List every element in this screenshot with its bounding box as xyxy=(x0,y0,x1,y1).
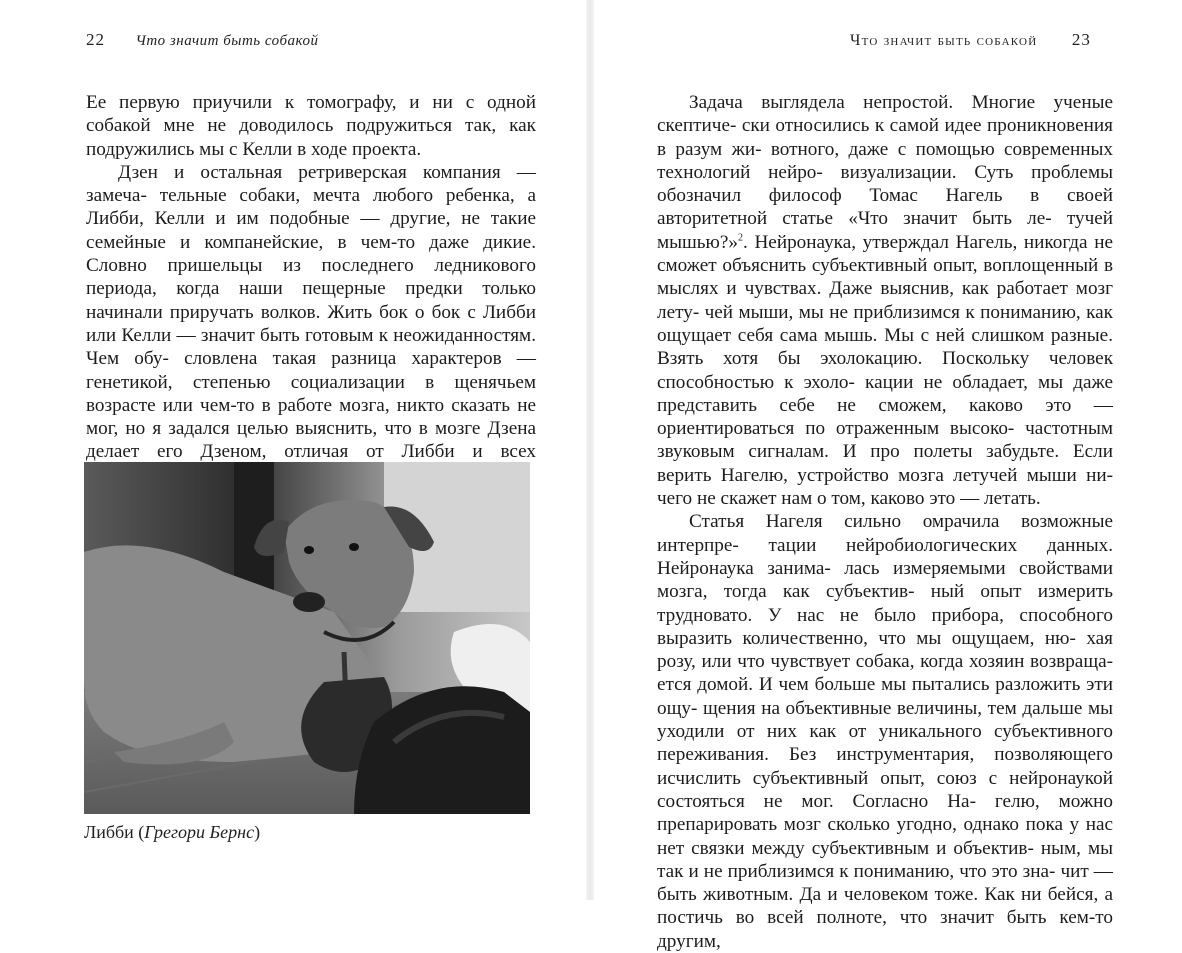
text-line: хая розу, или что чувствует собака, когда хозяин возвраща- xyxy=(657,627,1114,673)
text-line: словлена такая разница характеров — генетикой, степенью xyxy=(86,348,536,393)
text-line: . Нейронаука, утверждал Нагель, никогда xyxy=(743,231,1088,253)
text-line: визуализации. Суть проблемы обозначил философ Томас xyxy=(657,161,1113,207)
text-line: инструментария, позволяющего исчислить субъективный xyxy=(657,744,1114,789)
right-paragraph-2 xyxy=(657,510,1113,953)
caption-credit: Грегори Бернс xyxy=(144,822,255,842)
text-line: что в мозге Дзена делает его Дзеном, отличая от Либби xyxy=(86,418,536,463)
text-line: мозга, никто сказать не мог, но я задался целью выяснить, xyxy=(86,394,537,440)
text-line: ным, мы так и не приблизимся к пониманию, что это зна- xyxy=(657,837,1113,882)
text-line: чей мыши, мы не приблизимся к пониманию, как ощущает xyxy=(657,301,1113,346)
text-line: ски относились к самой идее проникновения в разум жи- xyxy=(657,115,1113,160)
text-line: Если верить Нагелю, устройство мозга летучей мыши ни- xyxy=(657,441,1114,486)
text-line: а постичь во всей полноте, что значит быть кем-то другим, xyxy=(657,884,1114,952)
left-page-number: 22 xyxy=(86,30,105,49)
text-line: Дзен и остальная ретриверская компания — замеча- xyxy=(86,161,536,207)
text-line: Келли — значит быть готовым к неожиданностям. Чем обу- xyxy=(86,324,536,370)
text-line: эхолокацию. Поскольку человек способностью к эхоло- xyxy=(657,348,1114,393)
text-line: тельные собаки, мечта любого ребенка, а Либби, Келли и им xyxy=(86,185,537,230)
text-line: опыт, союз с нейронаукой состояться не мог. Согласно На- xyxy=(657,767,1114,812)
text-line: Задача выглядела непростой. Многие ученые скептиче- xyxy=(657,92,1113,137)
text-line: начинали приручать волков. Жить бок о бок с Либби или xyxy=(86,301,536,346)
right-running-header xyxy=(850,30,1091,50)
right-paragraph-1 xyxy=(657,91,1113,510)
left-paragraph-1 xyxy=(86,91,536,161)
text-line: в мыслях и чувствах. Даже выяснив, как работает мозг лету- xyxy=(657,255,1114,323)
text-line: чит — быть животным. Да и человеком тоже. Как ни бейся, xyxy=(657,860,1113,906)
text-line: ется домой. И чем больше мы пытались разложить эти ощу- xyxy=(657,674,1113,719)
left-page xyxy=(0,0,590,900)
left-running-title: Что значит быть собакой xyxy=(135,33,319,49)
text-line: ный опыт измерить трудновато. У нас не было прибора, xyxy=(657,581,1113,626)
text-line: в чем-то даже дикие. Словно пришельцы из последнего xyxy=(86,231,536,277)
right-page-number: 23 xyxy=(1071,30,1091,49)
text-line: вотного, даже с помощью современных технологий нейро- xyxy=(657,138,1113,183)
text-line: от них как от уникального субъективного переживания. Без xyxy=(657,721,1114,766)
text-line: и всех xyxy=(472,441,537,463)
dog-photo-illustration xyxy=(84,462,530,814)
text-line: пока у нас нет связки между субъективным и объектив- xyxy=(657,814,1114,859)
text-line: тучей мышью?» xyxy=(657,208,1114,253)
text-line: гелю, можно препарировать мозг сколько угодно, однако xyxy=(657,790,1114,836)
text-line: социализации в щенячьем возрасте или чем-то в работе xyxy=(86,371,536,416)
right-page xyxy=(590,0,1182,952)
text-line: себя сама мышь. Мы с ней слишком разные. Взять хотя бы xyxy=(657,324,1113,370)
text-line: Нагель в своей авторитетной статье «Что значит быть ле- xyxy=(657,185,1113,230)
text-line: частотным звуковым сигналам. И про полеты забудьте. xyxy=(657,418,1113,463)
text-line: Ее первую приучили к томографу, и ни с одной собакой xyxy=(86,92,536,137)
footnote-marker[interactable]: 2 xyxy=(738,232,744,244)
left-running-header xyxy=(86,30,318,50)
text-line: способного выразить количественно, что мы ощущаем, ню- xyxy=(657,604,1113,649)
text-line: Статья Нагеля сильно омрачила возможные интерпре- xyxy=(657,511,1113,556)
text-line: подобные — другие, не такие семейные и компанейские, xyxy=(86,208,536,253)
photo-caption: Либби (Грегори Бернс) xyxy=(84,822,261,842)
text-line: чего не скажет нам о том, каково это — летать. xyxy=(657,488,1041,510)
text-line: каково это — ориентироваться по отраженным высоко- xyxy=(657,394,1113,440)
right-running-title: Что значит быть собакой xyxy=(850,32,1038,49)
left-paragraph-2 xyxy=(86,161,536,487)
left-body-text xyxy=(86,91,536,487)
text-line: тации нейробиологических данных. Нейронаука занима- xyxy=(657,534,1113,579)
text-line: ледникового периода, когда наши пещерные предки только xyxy=(86,255,537,300)
text-line: мне не доводилось подружиться так, как подружились мы xyxy=(86,115,536,160)
caption-name: Либби xyxy=(84,822,134,842)
text-line: не сможет объяснить субъективный опыт, воплощенный xyxy=(657,231,1113,277)
dog-photo xyxy=(84,462,530,814)
text-line: с Келли в ходе проекта. xyxy=(229,138,422,160)
text-line: кации не обладает, мы даже представить себе не сможем, xyxy=(657,371,1114,416)
text-line: лась измеряемыми свойствами мозга, тогда как субъектив- xyxy=(657,557,1113,603)
text-line: щения на объективные величины, тем дальше мы уходили xyxy=(657,697,1113,743)
right-body-text xyxy=(657,91,1113,953)
